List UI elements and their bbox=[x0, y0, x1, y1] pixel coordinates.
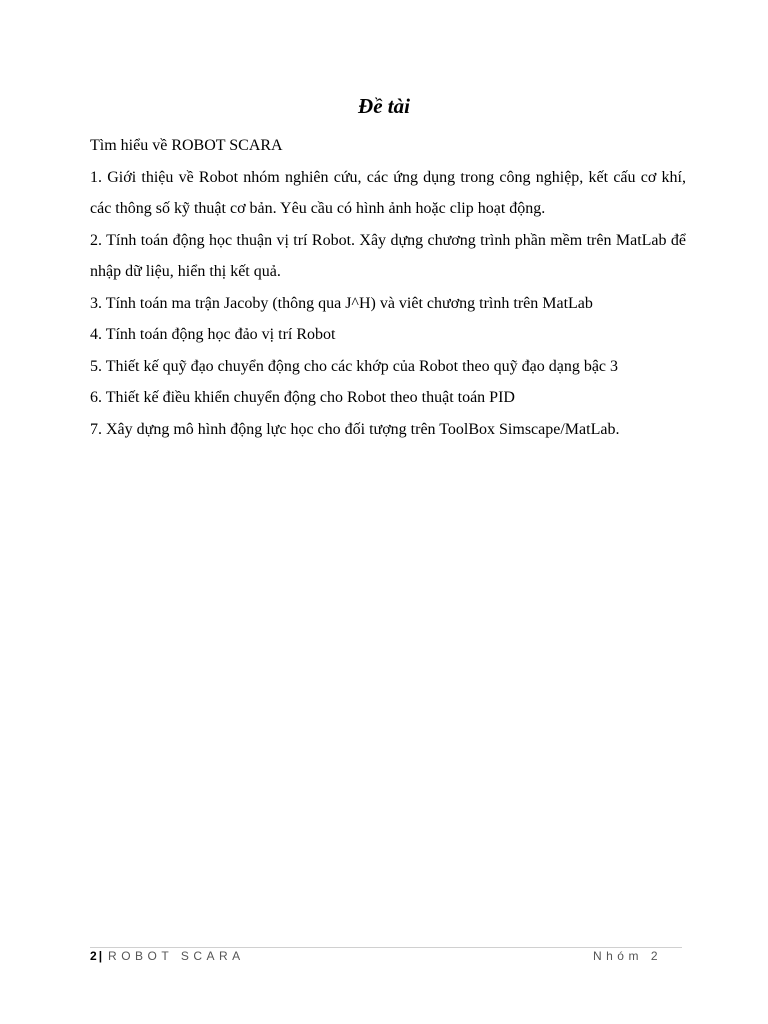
list-item-7: 7. Xây dựng mô hình động lực học cho đối tượng trên ToolBox Simscape/MatLab. bbox=[90, 420, 620, 438]
page-title: Đề tài bbox=[358, 94, 410, 118]
content-body bbox=[90, 130, 686, 445]
page-footer bbox=[90, 949, 662, 963]
list-item-4: 4. Tính toán động học đảo vị trí Robot bbox=[90, 326, 336, 343]
footer-group: Nhóm 2 bbox=[592, 949, 662, 963]
list-item-5: 5. Thiết kế quỹ đạo chuyển động cho các khớp của Robot theo quỹ đạo dạng bậc 3 bbox=[90, 357, 619, 375]
list-item-3: 3. Tính toán ma trận Jacoby (thông qua J^H) và viêt chương trình trên MatLab bbox=[90, 294, 593, 312]
footer-left bbox=[90, 949, 245, 963]
list-item-2: 2. Tính toán động học thuận vị trí Robot. Xây dựng chương trình phần mềm trên MatLab để nhập dữ liệu, hiển thị kết quả. bbox=[90, 231, 686, 280]
footer-doc-title: ROBOT SCARA bbox=[108, 949, 245, 963]
page-number: 2 bbox=[90, 949, 97, 963]
list-item-1: 1. Giới thiệu về Robot nhóm nghiên cứu, các ứng dụng trong công nghiệp, kết cấu cơ khí, các thông số kỹ thuật cơ bản. Yêu cầu có hình ảnh hoặc clip hoạt động. bbox=[90, 168, 686, 217]
intro-line: Tìm hiểu về ROBOT SCARA bbox=[90, 137, 283, 154]
footer-divider bbox=[90, 947, 682, 948]
footer-separator: | bbox=[98, 949, 103, 963]
list-item-6: 6. Thiết kế điều khiển chuyển động cho Robot theo thuật toán PID bbox=[90, 389, 515, 406]
